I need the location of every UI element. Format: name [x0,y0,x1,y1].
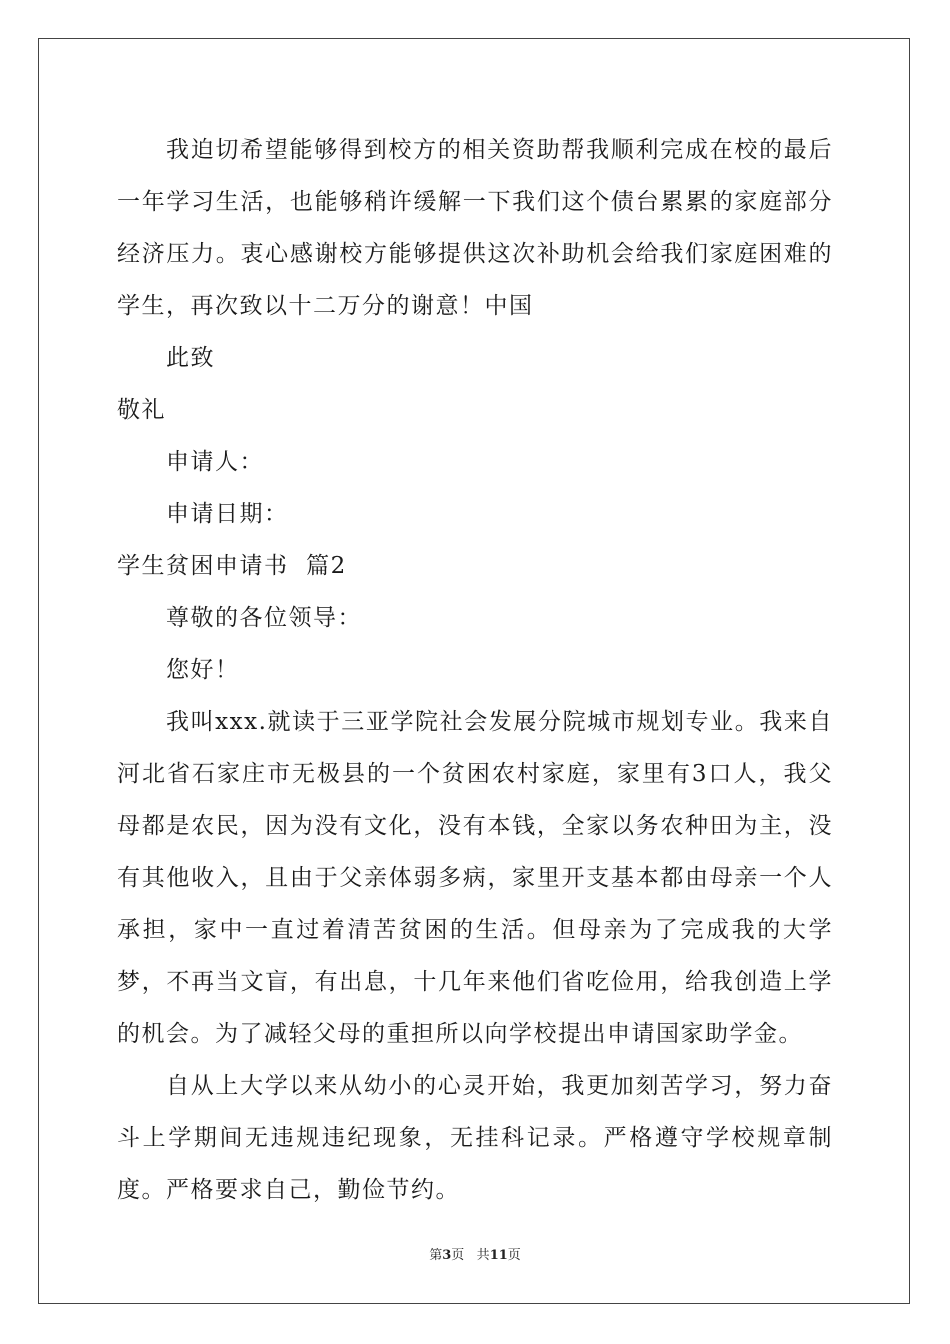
section-title: 学生贫困申请书 篇2 [117,553,347,579]
greeting-leaders: 尊敬的各位领导： [166,605,362,631]
greeting-hello: 您好！ [166,657,240,683]
paragraph-background: 我叫xxx.就读于三亚学院社会发展分院城市规划专业。我来自河北省石家庄市无极县的一个贫困农村家庭，家里有3口人，我父母都是农民，因为没有文化，没有本钱，全家以务农种田为主，没有其他收入，且由于父亲体弱多病，家里开支基本都由母亲一个人承担，家中一直过着清苦贫困的生活。但母亲为了完成我的大学梦，不再当文盲，有出息，十几年来他们省吃俭用，给我创造上学的机会。为了减轻父母的重担所以向学校提出申请国家助学金。 [117,709,833,1047]
paragraph-study: 自从上大学以来从幼小的心灵开始，我更加刻苦学习，努力奋斗上学期间无违规违纪现象，无挂科记录。严格遵守学校规章制度。严格要求自己，勤俭节约。 [117,1073,833,1203]
document-body [117,124,833,1216]
application-date-label: 申请日期： [166,501,289,527]
salutation-jingli: 敬礼 [117,397,166,423]
footer-current-page: 3 [442,1248,452,1263]
footer-total-prefix: 共 [476,1248,490,1263]
footer-total-unit: 页 [507,1248,521,1263]
page-footer [0,1246,950,1266]
footer-prefix: 第 [429,1248,443,1263]
footer-page-unit: 页 [451,1248,465,1263]
paragraph-closing-request: 我迫切希望能够得到校方的相关资助帮我顺利完成在校的最后一年学习生活，也能够稍许缓解一下我们这个债台累累的家庭部分经济压力。衷心感谢校方能够提供这次补助机会给我们家庭困难的学生，再次致以十二万分的谢意！中国 [117,137,833,319]
applicant-label: 申请人： [166,449,264,475]
salutation-cizhi: 此致 [166,345,215,371]
footer-total-pages: 11 [489,1248,508,1263]
